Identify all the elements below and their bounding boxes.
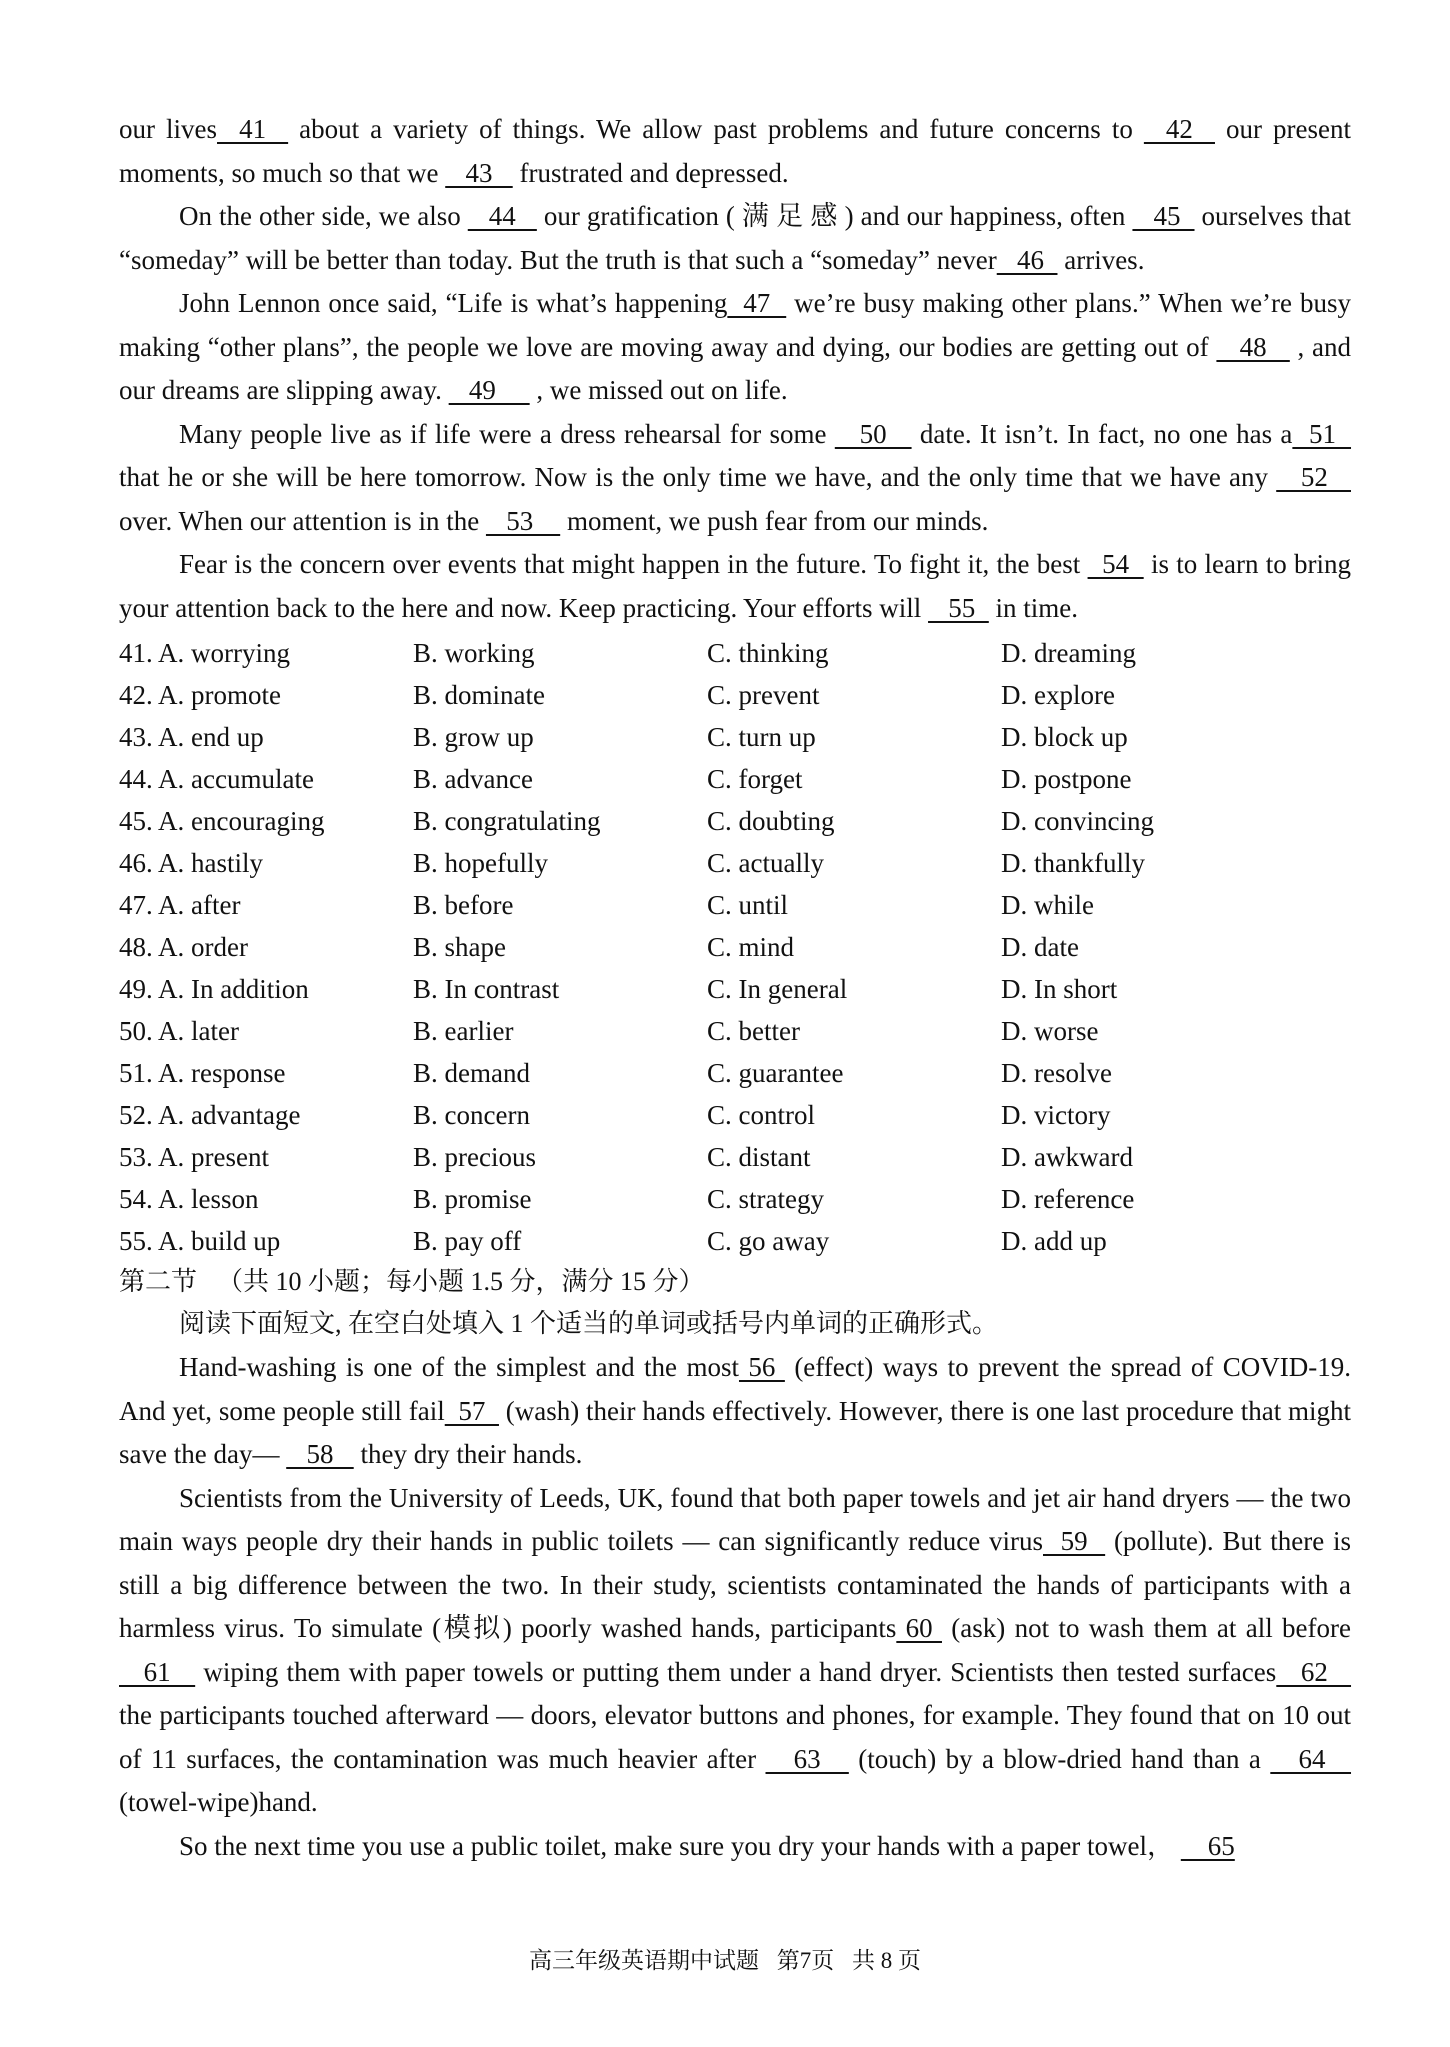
page-footer: [0, 1942, 1450, 1975]
paragraph-text: (pollute). But there is still a big difference between the two. In their study, scientists contaminated the hands of participants with a harmless virus. To simulate (模拟) poorly washed hands, participants: [119, 1526, 1352, 1643]
option-choice: C. mind: [707, 932, 795, 962]
option-row: [119, 884, 1351, 926]
option-choice: 52. A. advantage: [119, 1100, 301, 1130]
paragraph-text: the participants touched afterward — doors, elevator buttons and phones, for example. They found that on 10 out of 11 surfaces, the contamination was much heavier after: [119, 1700, 1351, 1774]
paragraph-text: moment, we push fear from our minds.: [560, 505, 989, 536]
answer-blank: 44: [467, 201, 537, 231]
option-choice: 43. A. end up: [119, 722, 264, 752]
option-choice: 51. A. response: [119, 1058, 286, 1088]
option-row: [119, 1094, 1351, 1136]
paragraph-text: we’re busy making other plans.” When we’re busy making “other plans”, the people we love are moving away and dying, our bodies are getting out of: [119, 288, 1351, 362]
answer-blank: 56: [738, 1352, 785, 1382]
option-choice: 45. A. encouraging: [119, 806, 325, 836]
option-choice: B. dominate: [413, 680, 545, 710]
section-header: [119, 1262, 1351, 1302]
paragraph-text: (touch) by a blow-dried hand than a: [848, 1743, 1271, 1774]
option-choice: B. concern: [413, 1100, 530, 1130]
option-choice: 42. A. promote: [119, 680, 281, 710]
option-row: [119, 632, 1351, 674]
option-choice: C. turn up: [707, 722, 816, 752]
option-choice: D. while: [1001, 890, 1094, 920]
paragraph-text: (effect) ways to prevent the spread of COVID-19. And yet, some people still fail: [119, 1352, 1351, 1426]
passage-paragraph: [119, 282, 1351, 413]
answer-blank: 54: [1087, 549, 1144, 579]
section-meta: （共 10 小题；每小题 1.5 分，满分 15 分）: [217, 1267, 705, 1296]
grammar-fill-passage: [119, 1346, 1351, 1868]
paragraph-text: (ask) not to wash them at all before: [941, 1613, 1351, 1643]
paragraph-text: about a variety of things. We allow past problems and future concerns to: [288, 114, 1144, 144]
answer-blank: 55: [928, 592, 989, 623]
option-choice: 44. A. accumulate: [119, 764, 314, 794]
option-choice: D. convincing: [1001, 806, 1154, 836]
answer-blank: 53: [485, 505, 561, 536]
option-choice: C. control: [707, 1100, 815, 1130]
option-row: [119, 926, 1351, 968]
option-choice: B. hopefully: [413, 848, 548, 878]
option-choice: D. block up: [1001, 722, 1128, 752]
paragraph-text: Hand-washing is one of the simplest and the most: [179, 1352, 739, 1382]
option-row: [119, 1136, 1351, 1178]
answer-blank: 51: [1292, 418, 1352, 449]
paragraph-text: arrives.: [1057, 244, 1145, 275]
option-choice: D. victory: [1001, 1100, 1111, 1130]
option-choice: B. In contrast: [413, 974, 560, 1004]
passage-paragraph: [119, 108, 1351, 195]
paragraph-text: our gratification ( 满 足 感 ) and our happiness, often: [536, 201, 1133, 231]
option-row: [119, 1010, 1351, 1052]
option-choice: D. date: [1001, 932, 1079, 962]
option-row: [119, 968, 1351, 1010]
paragraph-text: Fear is the concern over events that might happen in the future. To fight it, the best: [179, 549, 1088, 579]
passage-paragraph: [119, 1346, 1351, 1477]
paragraph-text: Scientists from the University of Leeds, UK, found that both paper towels and jet air hand dryers — the two main ways people dry their hands in public toilets — can significantly reduce virus: [119, 1482, 1351, 1556]
option-row: [119, 758, 1351, 800]
option-choice: 49. A. In addition: [119, 974, 309, 1004]
option-choice: B. precious: [413, 1142, 536, 1172]
passage-paragraph: [119, 1825, 1351, 1869]
answer-blank: 52: [1276, 462, 1351, 492]
answer-blank: 47: [727, 288, 787, 318]
option-choice: B. earlier: [413, 1016, 514, 1046]
answer-blank: 42: [1143, 114, 1215, 144]
option-choice: B. before: [413, 890, 514, 920]
option-choice: 53. A. present: [119, 1142, 269, 1172]
paragraph-text: date. It isn’t. In fact, no one has a: [911, 418, 1293, 449]
passage-paragraph: [119, 1477, 1351, 1825]
option-row: [119, 1178, 1351, 1220]
option-choice: B. congratulating: [413, 806, 601, 836]
answer-blank: 64: [1270, 1743, 1352, 1774]
answer-blank: 45: [1132, 201, 1195, 231]
answer-blank: 43: [445, 157, 513, 188]
paragraph-text: , we missed out on life.: [529, 375, 788, 405]
exam-page: [119, 108, 1351, 1868]
option-choice: 48. A. order: [119, 932, 248, 962]
option-choice: C. guarantee: [707, 1058, 844, 1088]
paragraph-text: On the other side, we also: [179, 201, 468, 231]
option-row: [119, 1052, 1351, 1094]
footer-total: 共 8 页: [852, 1948, 921, 1973]
option-choice: 46. A. hastily: [119, 848, 264, 878]
option-choice: D. resolve: [1001, 1058, 1112, 1088]
answer-blank: 65: [1180, 1830, 1235, 1861]
paragraph-text: wiping them with paper towels or putting them under a hand dryer. Scientists then tested surfaces: [195, 1656, 1277, 1687]
answer-blank: 63: [765, 1743, 849, 1774]
section-instruction: 阅读下面短文, 在空白处填入 1 个适当的单词或括号内单词的正确形式。: [179, 1309, 999, 1338]
paragraph-text: (wash) their hands effectively. However, there is one last procedure that might save the day—: [119, 1395, 1352, 1469]
option-choice: C. until: [707, 890, 789, 920]
option-choice: C. In general: [707, 974, 848, 1004]
answer-blank: 61: [119, 1656, 196, 1687]
option-choice: D. thankfully: [1001, 848, 1145, 878]
passage-paragraph: [119, 413, 1351, 544]
option-choice: B. pay off: [413, 1226, 522, 1256]
option-row: [119, 716, 1351, 758]
answer-blank: 50: [834, 418, 912, 449]
paragraph-text: is to learn to bring your attention back to the here and now. Keep practicing. Your efforts will: [119, 549, 1352, 623]
paragraph-text: our lives: [119, 114, 218, 144]
option-choice: C. better: [707, 1016, 800, 1046]
answer-blank: 59: [1043, 1526, 1106, 1556]
option-choice: D. explore: [1001, 680, 1115, 710]
option-choice: B. grow up: [413, 722, 534, 752]
option-choice: C. doubting: [707, 806, 835, 836]
paragraph-text: over. When our attention is in the: [119, 505, 486, 536]
answer-blank: 57: [444, 1395, 499, 1426]
option-choice: C. go away: [707, 1226, 830, 1256]
paragraph-text: ourselves that “someday” will be better than today. But the truth is that such a “someday” never: [119, 201, 1352, 275]
option-choice: D. postpone: [1001, 764, 1132, 794]
footer-page: 第7页: [776, 1948, 835, 1973]
option-choice: B. advance: [413, 764, 533, 794]
option-row: [119, 800, 1351, 842]
paragraph-text: So the next time you use a public toilet, make sure you dry your hands with a paper towel，: [179, 1830, 1181, 1861]
option-choice: B. demand: [413, 1058, 530, 1088]
option-choice: D. worse: [1001, 1016, 1099, 1046]
option-choice: 41. A. worrying: [119, 638, 290, 668]
option-choice: D. dreaming: [1001, 638, 1136, 668]
option-choice: C. prevent: [707, 680, 820, 710]
answer-options: [119, 632, 1351, 1262]
option-choice: 54. A. lesson: [119, 1184, 259, 1214]
option-row: [119, 842, 1351, 884]
paragraph-text: frustrated and depressed.: [512, 157, 789, 188]
passage-paragraph: [119, 195, 1351, 282]
option-choice: D. reference: [1001, 1184, 1135, 1214]
paragraph-text: our present moments, so much so that we: [119, 114, 1351, 188]
answer-blank: 60: [896, 1613, 942, 1643]
option-choice: 47. A. after: [119, 890, 241, 920]
paragraph-text: John Lennon once said, “Life is what’s happening: [179, 288, 728, 318]
section-title: 第二节: [119, 1267, 198, 1296]
option-choice: C. forget: [707, 764, 803, 794]
paragraph-text: , and our dreams are slipping away.: [119, 331, 1352, 405]
option-row: [119, 1220, 1351, 1262]
paragraph-text: (towel-wipe)hand.: [119, 1787, 318, 1817]
option-choice: 50. A. later: [119, 1016, 239, 1046]
passage-paragraph: [119, 543, 1351, 630]
option-choice: C. actually: [707, 848, 824, 878]
option-choice: C. strategy: [707, 1184, 824, 1214]
option-choice: C. thinking: [707, 638, 829, 668]
paragraph-text: they dry their hands.: [353, 1439, 583, 1469]
option-choice: D. In short: [1001, 974, 1118, 1004]
paragraph-text: Many people live as if life were a dress rehearsal for some: [179, 418, 835, 449]
answer-blank: 46: [996, 244, 1058, 275]
option-choice: 55. A. build up: [119, 1226, 281, 1256]
option-choice: B. working: [413, 638, 535, 668]
option-choice: B. promise: [413, 1184, 532, 1214]
answer-blank: 48: [1216, 331, 1290, 362]
option-choice: C. distant: [707, 1142, 811, 1172]
answer-blank: 41: [217, 114, 289, 144]
cloze-passage: [119, 108, 1351, 630]
answer-blank: 58: [286, 1439, 354, 1469]
option-choice: B. shape: [413, 932, 506, 962]
answer-blank: 62: [1276, 1656, 1352, 1687]
footer-title: 高三年级英语期中试题: [529, 1948, 759, 1973]
paragraph-text: in time.: [988, 592, 1079, 623]
option-choice: D. add up: [1001, 1226, 1107, 1256]
answer-blank: 49: [448, 375, 530, 405]
paragraph-text: that he or she will be here tomorrow. Now is the only time we have, and the only time that we have any: [119, 462, 1277, 492]
option-row: [119, 674, 1351, 716]
option-choice: D. awkward: [1001, 1142, 1133, 1172]
